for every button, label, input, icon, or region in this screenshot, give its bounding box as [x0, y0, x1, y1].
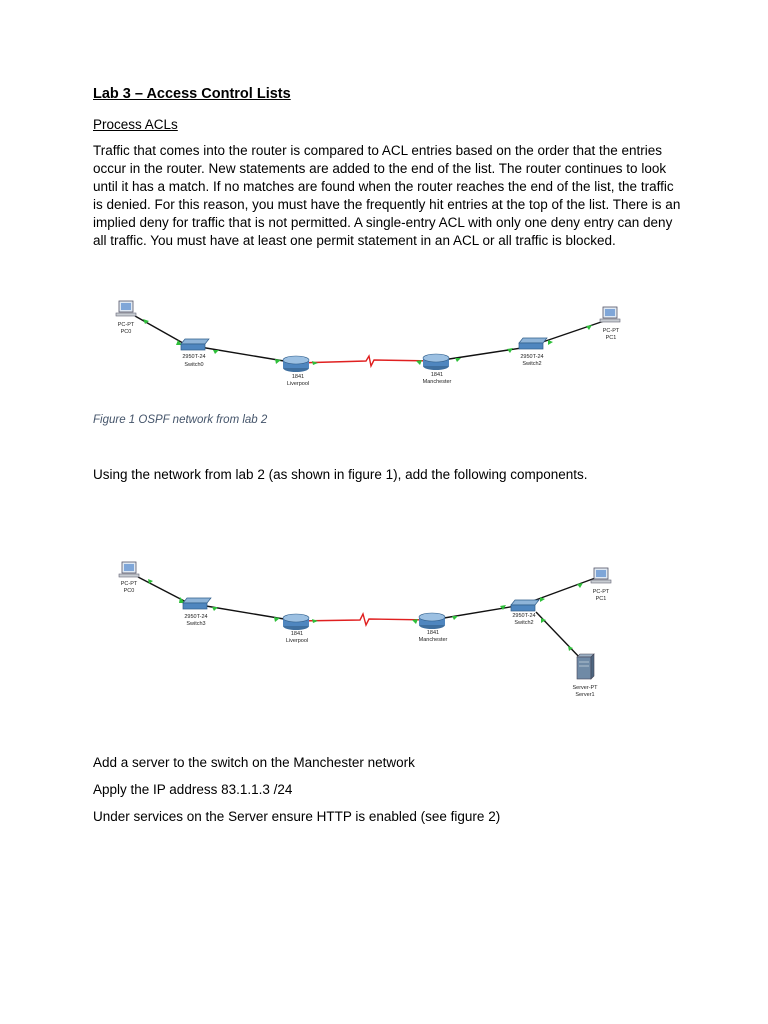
router-icon: [283, 356, 309, 372]
switch0-name-label: Switch0: [184, 362, 204, 368]
switch-icon: [183, 598, 211, 609]
server1-name-label: Server1: [575, 692, 595, 698]
switch3-name-label: Switch3: [186, 621, 206, 627]
manchester-name-label: Manchester: [418, 637, 448, 643]
switch-icon: [511, 600, 539, 611]
link-manchester-switch2: [432, 605, 522, 620]
pc-icon: [116, 301, 136, 316]
pc1-type-label: PC-PT: [592, 589, 610, 595]
link-light: [548, 340, 553, 345]
link-pc0-switch0: [135, 316, 190, 347]
switch-icon: [519, 338, 547, 349]
serial-link-liverpool-manchester: [296, 614, 432, 625]
pc0-type-label: PC-PT: [120, 581, 138, 587]
switch0-type-label: 2950T-24: [182, 354, 206, 360]
router-icon: [423, 354, 449, 370]
switch2-type-label: 2950T-24: [512, 613, 536, 619]
pc1-type-label: PC-PT: [602, 328, 620, 334]
pc0-name-label: PC0: [120, 329, 132, 335]
pc1-name-label: PC1: [605, 335, 617, 341]
switch2-name-label: Switch2: [514, 620, 534, 626]
link-light: [312, 619, 318, 623]
link-pc0-switch3: [138, 577, 192, 605]
pc-icon: [600, 307, 620, 322]
manchester-type-label: 1841: [430, 372, 444, 378]
pc0-type-label: PC-PT: [117, 322, 135, 328]
instruction-text: Add a server to the switch on the Manchester network: [93, 755, 415, 770]
link-light: [452, 616, 458, 620]
instruction-text: Apply the IP address 83.1.1.3 /24: [93, 782, 293, 797]
link-light: [213, 350, 219, 354]
intro-paragraph: Traffic that comes into the router is compared to ACL entries based on the order that the entries occur in the router. New statements are added to the end of the list. The router continues to look until it has a match. If no matches are found when the router reaches the end of the list, the traffic is denied. For this reason, you must have the frequently hit entries at the top of the list. There is an implied deny for traffic that is not permitted. A single-entry ACL with only one deny entry can deny all traffic. You must have at least one permit statement in an ACL or all traffic is blocked.: [93, 143, 681, 248]
liverpool-type-label: 1841: [290, 631, 304, 637]
pc-icon: [591, 568, 611, 583]
server1-type-label: Server-PT: [572, 685, 598, 691]
liverpool-name-label: Liverpool: [286, 381, 310, 387]
manchester-type-label: 1841: [426, 630, 440, 636]
link-manchester-switch2: [436, 347, 528, 361]
server-icon: [577, 654, 594, 679]
link-switch0-liverpool: [200, 347, 296, 363]
pc1-name-label: PC1: [595, 596, 607, 602]
switch-icon: [181, 339, 209, 350]
link-light: [455, 358, 461, 362]
router-icon: [283, 614, 309, 630]
document-title: Lab 3 – Access Control Lists: [93, 86, 291, 102]
figure-1-caption: Figure 1 OSPF network from lab 2: [93, 414, 268, 426]
pc-icon: [119, 562, 139, 577]
router-icon: [419, 613, 445, 629]
section-heading: Process ACLs: [93, 117, 178, 132]
liverpool-type-label: 1841: [291, 374, 305, 380]
manchester-name-label: Manchester: [422, 379, 452, 385]
pc0-name-label: PC0: [123, 588, 135, 594]
switch2-name-label: Switch2: [522, 361, 542, 367]
link-light: [212, 607, 218, 611]
link-light: [312, 361, 318, 365]
switch2-type-label: 2950T-24: [520, 354, 544, 360]
switch3-type-label: 2950T-24: [184, 614, 208, 620]
instruction-text: Using the network from lab 2 (as shown in figure 1), add the following components.: [93, 467, 588, 482]
figure-1-network-diagram: [0, 290, 768, 400]
figure-2-network-diagram: [0, 550, 768, 710]
instruction-text: Under services on the Server ensure HTTP is enabled (see figure 2): [93, 809, 501, 824]
serial-link-liverpool-manchester: [296, 356, 436, 366]
liverpool-name-label: Liverpool: [285, 638, 309, 644]
